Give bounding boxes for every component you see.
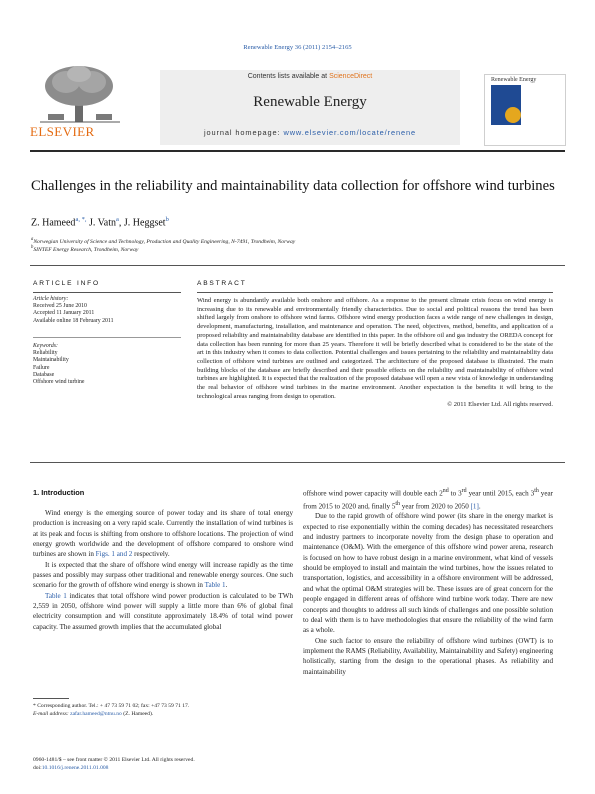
paragraph xyxy=(303,486,553,511)
author-list: Z. Hameed$^{a, *,}$ J. Vatn$^a$, J. Heggset$^b$ xyxy=(31,216,169,229)
email-suffix: (Z. Hameed). xyxy=(121,711,154,718)
keyword: Failure xyxy=(33,364,50,371)
keywords xyxy=(33,343,84,386)
affiliation-text: Norwegian University of Science and Technology, Production and Quality Engineering, N-7491, Trondheim, Norway xyxy=(33,238,296,245)
author-name: Z. Hameed xyxy=(31,217,76,229)
author-affil-mark[interactable]: b xyxy=(165,216,169,223)
contents-prefix: Contents lists available at xyxy=(247,73,330,80)
author-name: J. Heggset xyxy=(123,217,166,229)
cover-title: Renewable Energy xyxy=(491,77,537,83)
history-item: Received 25 June 2010 xyxy=(33,303,87,310)
table-link[interactable]: Table 1 xyxy=(45,591,67,600)
publisher-name: ELSEVIER xyxy=(30,124,95,139)
keyword: Database xyxy=(33,371,55,378)
paragraph xyxy=(33,591,293,632)
section-rule xyxy=(30,265,565,266)
paragraph: One such factor to ensure the reliability of offshore wind turbines (OWT) is to implement the RAMS (Reliability, Availability, Maintainability and Safety) engineering holistically, starting from the design to the operational phases. As reliability and maintainability xyxy=(303,636,553,676)
keywords-label: Keywords: xyxy=(33,343,58,349)
paragraph-text: . xyxy=(478,502,481,511)
email-line xyxy=(33,710,293,718)
affiliation-mark: a xyxy=(31,237,34,242)
journal-cover-image xyxy=(484,74,566,146)
article-info-rule xyxy=(33,292,181,293)
affiliation xyxy=(31,245,138,253)
paragraph-text: year from 2020 to 2050 xyxy=(400,502,471,511)
doi-line xyxy=(33,764,293,772)
reference-link[interactable]: [1] xyxy=(470,502,479,511)
abstract-heading: ABSTRACT xyxy=(197,280,247,287)
paragraph-text: It is expected that the share of offshore wind energy will increase rapidly as the time passes and possibly may surpass other traditional and renewable energy sources. One such scenario for the growth of offshore wind energy is shown in xyxy=(33,560,293,590)
journal-homepage xyxy=(160,128,460,137)
affiliation xyxy=(31,237,295,245)
table-link[interactable]: Table 1 xyxy=(204,581,226,590)
abstract-text: Wind energy is abundantly available both onshore and offshore. As a response to the present climate crisis focus on wind energy is increasing due to its renewable and environmentally friendly characteristics. Due to social and political reasons the trend has been shifted largely from onshore to offshore wind farms. Offshore wind energy production faces a wide range of new challenges in design, development, manufacturing, installation, and maintenance and operation. The need, objectives, method, benefits, and application of a proposed reliability and maintainability database are identified in this paper. In the offshore oil and gas industry the OREDA concept for data collection has been running for more than 25 years. Therefore it will be briefly described what is considered to be the state of the art in this industry when it comes to data collection. Potential challenges and issues pertaining to the reliability and maintainability data collection of offshore wind turbines are outlined and categorized. The architecture of the proposed database is illustrated. The main building blocks of the database are briefly described and their possible effects on the reliability and maintainability of offshore wind turbines are highlighted. It is expected that the realization of the proposed database will open a new vista of knowledge in understanding the real behavior of offshore wind turbines in the marine environment. Another expectation is the benefits it will bring to the technological areas ranging from design to operation. xyxy=(197,297,553,400)
cover-orb-icon xyxy=(505,107,521,123)
abstract-body xyxy=(197,297,553,410)
article-history xyxy=(33,296,114,325)
author-name: J. Vatn xyxy=(88,217,116,229)
email-label: E-mail address: xyxy=(33,711,71,718)
superscript: nd xyxy=(442,488,449,494)
keyword: Offshore wind turbine xyxy=(33,379,85,386)
page-footer xyxy=(33,756,293,772)
footnote-rule xyxy=(33,698,69,699)
corresponding-author: * Corresponding author. Tel.: + 47 73 59 71 02; fax: +47 73 59 71 17. xyxy=(33,703,190,709)
author-affil-mark[interactable]: a, *, xyxy=(75,216,87,223)
history-item: Available online 18 February 2011 xyxy=(33,317,114,324)
figure-link[interactable]: Figs. 1 and 2 xyxy=(95,550,133,559)
homepage-prefix: journal homepage: xyxy=(203,128,284,137)
copyright: © 2011 Elsevier Ltd. All rights reserved. xyxy=(447,401,553,409)
footnote xyxy=(33,702,293,718)
history-item: Accepted 11 January 2011 xyxy=(33,310,95,317)
abstract-end-rule xyxy=(30,462,565,463)
article-title: Challenges in the reliability and maintainability data collection for offshore wind turbines xyxy=(31,178,555,194)
paragraph-text: to 3 xyxy=(448,489,462,498)
journal-title: Renewable Energy xyxy=(253,94,367,110)
abstract-rule xyxy=(197,292,553,293)
affiliation-mark: b xyxy=(31,245,34,250)
keyword: Maintainability xyxy=(33,357,69,364)
paragraph: Due to the rapid growth of offshore wind power (its share in the energy market is expected to rise exponentially within the coming decades) has necessitated researchers and industry partners to incorporate novelty from the design phase to operation and maintenance (O&M). With the emergence of this offshore wind power arena, research is focused on how to have robust design in a marine environment, what kind of vessels should be employed to install and maintain the wind turbines, how the issues related to transportation, logistics, and accessibility in a offshore environment will be addressed, and what the optimal O&M strategies will be. These issues are of great concern for the people engaged in different areas of offshore wind turbine work today. There are new concepts and thoughts to address all such kinds of challenges and one possible solution to deal with them is to have methodologies that ensure the reliability of the wind farm as a whole. xyxy=(303,512,553,635)
email-link[interactable]: zafar.hameed@ntnu.no xyxy=(70,711,122,718)
paragraph-text: year from 2015 to 2020 and, finally 5 xyxy=(303,489,553,511)
header-rule xyxy=(30,150,565,152)
keyword: Reliability xyxy=(33,350,58,357)
paragraph-text: respectively. xyxy=(132,550,170,559)
superscript: rd xyxy=(461,488,467,494)
homepage-link[interactable]: www.elsevier.com/locate/renene xyxy=(283,128,417,137)
history-label: Article history: xyxy=(33,296,69,302)
issn-line: 0960-1481/$ – see front matter © 2011 Elsevier Ltd. All rights reserved. xyxy=(33,757,195,763)
paragraph-text: Wind energy is the emerging source of power today and its share of total energy production is increasing on a very rapid scale. Currently the installation of wind turbines is at its peak and focus is shifting from onshore to offshore locations. The projection of wind energy growth worldwide and the development of offshore compared to onshore wind turbines are shown in xyxy=(33,509,293,559)
left-column xyxy=(33,508,293,632)
affiliation-text: SINTEF Energy Research, Trondheim, Norway xyxy=(33,246,139,253)
paragraph-text: year until 2015, each 3 xyxy=(466,489,535,498)
journal-citation[interactable]: Renewable Energy 36 (2011) 2154–2165 xyxy=(243,44,352,51)
paragraph-text: . xyxy=(225,581,228,590)
paragraph xyxy=(33,560,293,591)
right-column xyxy=(303,486,553,677)
paragraph-text: indicates that total offshore wind power production is calculated to be TWh 2,559 in 2050, offshore wind power will supply a little more than 6% of global final electricity consumption and will constitute approximately 18.4% of total wind power capacity. The assumed growth implies that the accumulated global xyxy=(33,591,293,631)
doi-prefix: doi: xyxy=(33,765,42,772)
paragraph-text: offshore wind power capacity will double each 2 xyxy=(303,489,443,498)
paragraph xyxy=(33,508,293,560)
superscript: th xyxy=(534,488,539,494)
sciencedirect-link[interactable]: ScienceDirect xyxy=(329,73,373,80)
doi-link[interactable]: 10.1016/j.renene.2011.01.008 xyxy=(41,765,109,772)
contents-line xyxy=(160,73,460,80)
article-info-heading: ARTICLE INFO xyxy=(33,280,100,287)
author-affil-mark[interactable]: a xyxy=(116,216,119,223)
article-info-divider xyxy=(33,337,181,338)
cover-art xyxy=(491,85,521,125)
superscript: th xyxy=(395,500,401,507)
section-heading: 1. Introduction xyxy=(33,488,85,497)
